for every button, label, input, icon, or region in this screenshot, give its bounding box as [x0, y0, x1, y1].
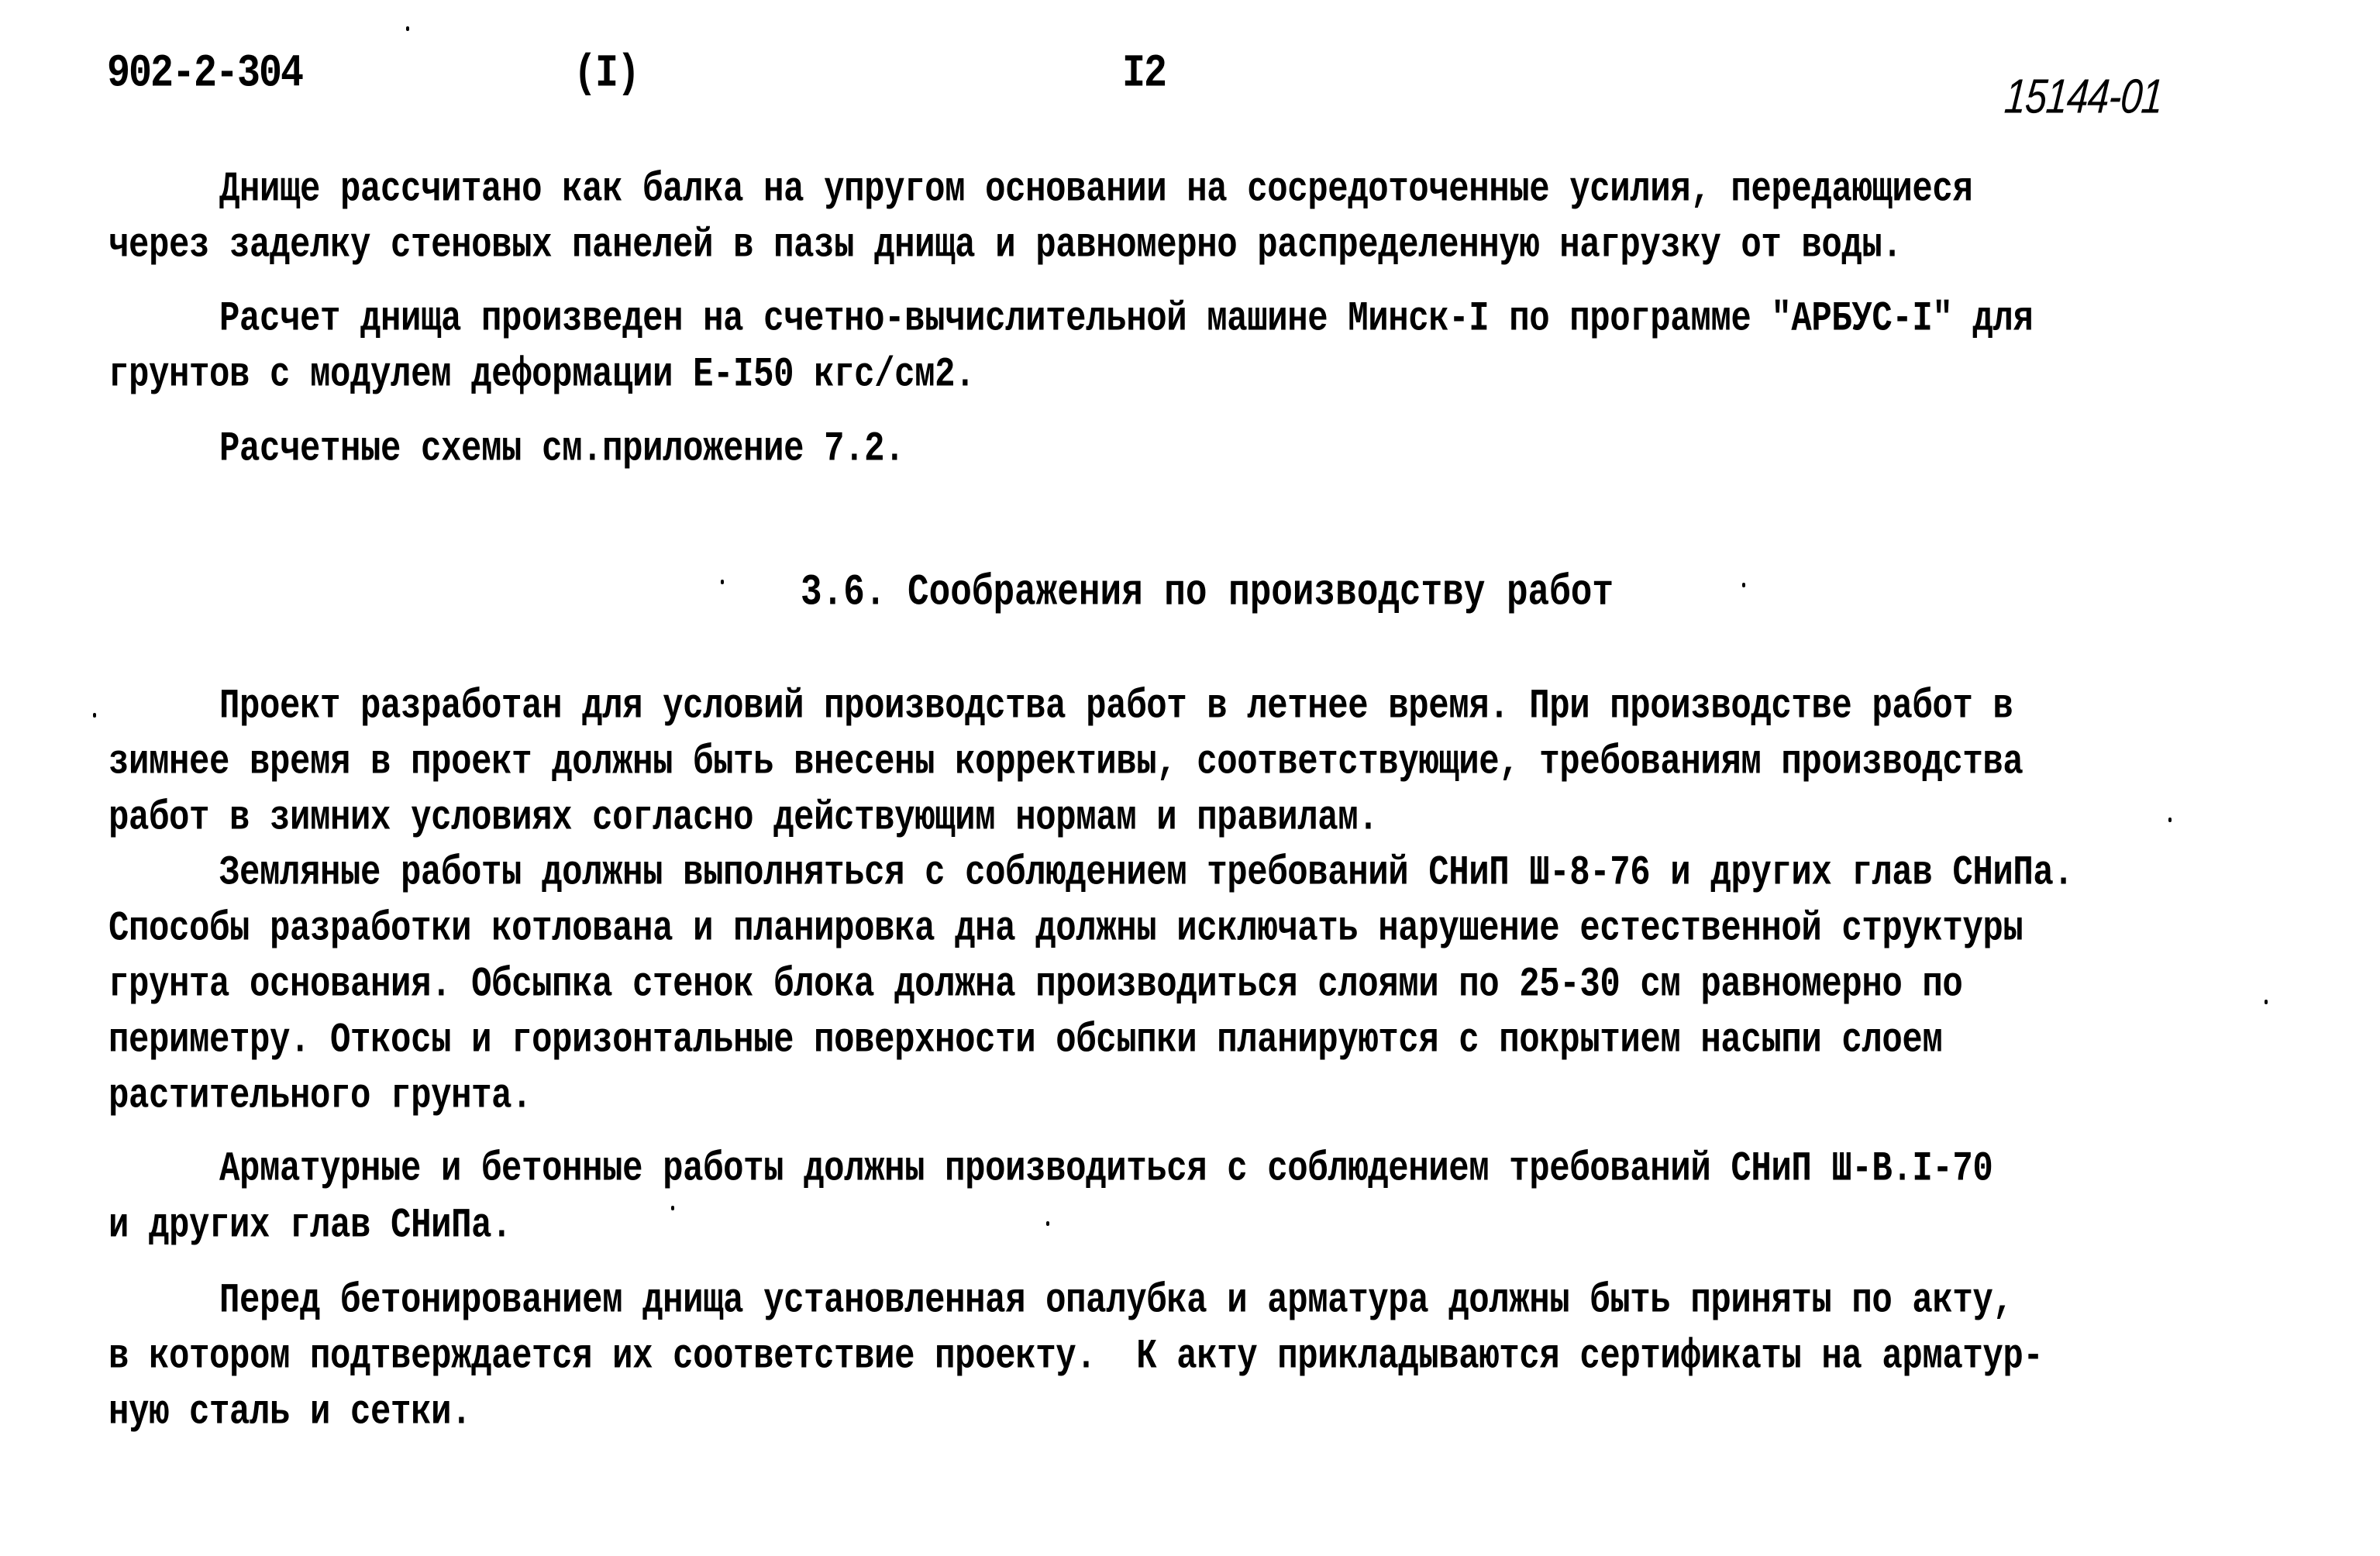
section-paragraph-4-line-3: ную сталь и сетки. — [108, 1389, 472, 1437]
paragraph-1-line-2: через заделку стеновых панелей в пазы днища и равномерно распределенную нагрузку от воды. — [108, 222, 1903, 270]
page-number: I2 — [1122, 48, 1166, 101]
paragraph-1-line-1: Днище рассчитано как балка на упругом основании на сосредоточенные усилия, передающиеся — [219, 166, 1973, 214]
scan-speck — [2265, 1000, 2268, 1004]
paragraph-2-line-1: Расчет днища произведен на счетно-вычислительной машине Минск-I по программе "АРБУС-I" для — [219, 295, 2034, 343]
section-paragraph-4-line-1: Перед бетонированием днища установленная опалубка и арматура должны быть приняты по акту, — [219, 1277, 2013, 1325]
scan-speck — [2168, 818, 2172, 822]
scan-speck — [93, 713, 96, 718]
section-paragraph-2-line-3: грунта основания. Обсыпка стенок блока должна производиться слоями по 25-30 см равномерно по — [108, 961, 1963, 1009]
paragraph-3-line-1: Расчетные схемы см.приложение 7.2. — [219, 425, 905, 473]
section-paragraph-2-line-5: растительного грунта. — [108, 1072, 532, 1121]
section-paragraph-2-line-4: периметру. Откосы и горизонтальные поверхности обсыпки планируются с покрытием насыпи слоем — [108, 1017, 1943, 1065]
scan-speck — [1742, 583, 1745, 587]
inventory-number: 15144-01 — [2003, 69, 2165, 124]
section-paragraph-1-line-3: работ в зимних условиях согласно действующим нормам и правилам. — [108, 794, 1379, 842]
scan-speck — [406, 26, 409, 31]
scan-speck — [1046, 1221, 1049, 1226]
scan-speck — [671, 1206, 674, 1210]
section-paragraph-3-line-2: и других глав СНиПа. — [108, 1202, 512, 1250]
section-paragraph-1-line-2: зимнее время в проект должны быть внесены коррективы, соответствующие, требованиям производства — [108, 738, 2024, 787]
section-heading: 3.6. Соображения по производству работ — [801, 568, 1614, 618]
section-paragraph-1-line-1: Проект разработан для условий производства работ в летнее время. При производстве работ в — [219, 683, 2013, 731]
volume-number: (I) — [573, 48, 639, 101]
project-code: 902-2-304 — [107, 48, 303, 101]
section-paragraph-2-line-1: Земляные работы должны выполняться с соблюдением требований СНиП Ш-8-76 и других глав СНиПа. — [219, 849, 2074, 897]
section-paragraph-3-line-1: Арматурные и бетонные работы должны производиться с соблюдением требований СНиП Ш-В.I-70 — [219, 1145, 1993, 1193]
scan-speck — [721, 580, 724, 584]
paragraph-2-line-2: грунтов с модулем деформации Е-I50 кгс/см2. — [108, 351, 976, 399]
section-paragraph-4-line-2: в котором подтверждается их соответствие проекту. К акту прикладываются сертификаты на арматур- — [108, 1333, 2044, 1381]
section-paragraph-2-line-2: Способы разработки котлована и планировка дна должны исключать нарушение естественной структуры — [108, 905, 2024, 953]
